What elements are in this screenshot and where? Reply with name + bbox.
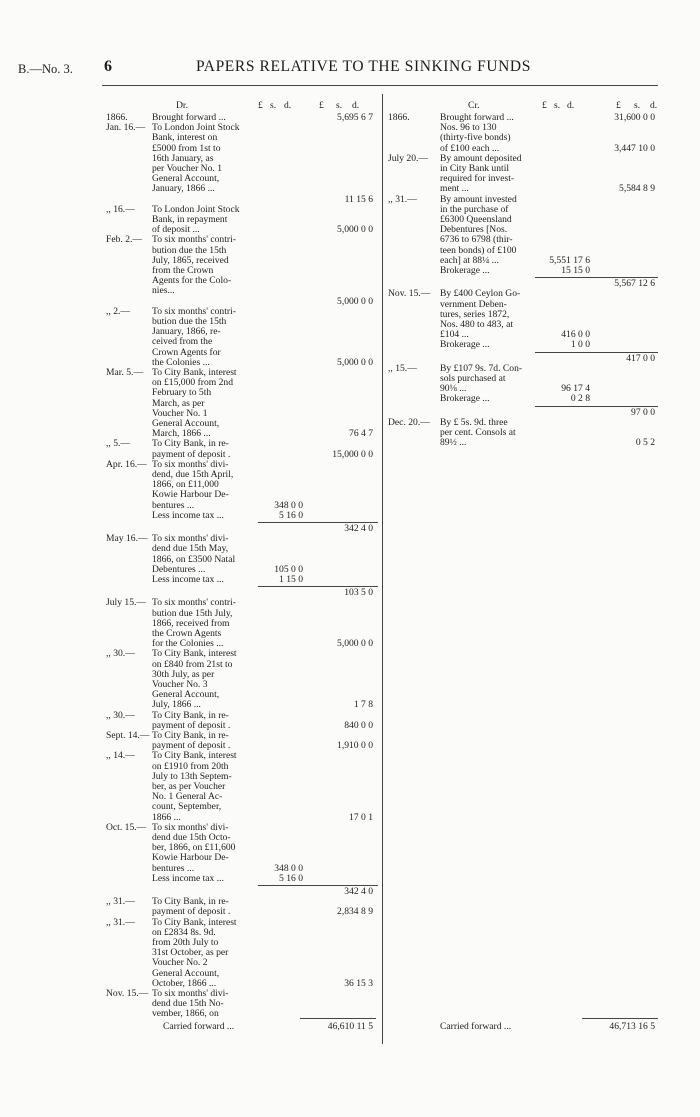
entry-description: in the purchase of [440, 203, 509, 215]
entry-description: January, 1866, re- [152, 326, 221, 338]
entry-description: To City Bank, interest [152, 916, 237, 928]
entry-description: October, 1866 ... [152, 977, 217, 989]
entry-date: ,, 5.— [106, 438, 130, 450]
amount: 103 5 0 [344, 587, 373, 599]
entry-description: Less income tax ... [152, 872, 224, 884]
entry-description: for the Colonies ... [152, 638, 224, 650]
entry-description: ber, as per Voucher [152, 781, 226, 792]
carried-forward-total: 46,610 11 5 [327, 1021, 373, 1032]
entry-description: By £400 Ceylon Go- [440, 288, 521, 300]
entry-date: ,, 14.— [106, 750, 135, 762]
entry-description: per cent. Consols at [440, 427, 516, 438]
entry-date: ,, 31.— [106, 916, 135, 928]
entry-description: the Crown Agents [152, 628, 222, 639]
amount: 5,000 0 0 [337, 295, 373, 307]
entry-description: nies... [152, 285, 175, 297]
entry-description: To six months' divi- [152, 821, 229, 833]
entry-description: the Colonies ... [152, 356, 210, 368]
entry-description: payment of deposit . [152, 448, 231, 460]
entry-description: Bank, interest on [152, 132, 218, 144]
entry-description: bentures ... [152, 862, 195, 874]
entry-description: To City Bank, in re- [152, 438, 229, 450]
entry-description: No. 1 General Ac- [152, 791, 223, 803]
entry-description: Brokerage ... [440, 393, 490, 405]
entry-date: Nov. 15.— [106, 988, 149, 999]
entry-description: bution due the 15th [152, 316, 227, 327]
column-unit-5: d. [650, 100, 658, 111]
entry-description: To six months' contri- [152, 234, 236, 246]
entry-description: from 20th July to [152, 937, 219, 948]
entry-description: payment of deposit . [152, 906, 231, 918]
column-unit-2: d. [567, 100, 575, 111]
subamount: 5 16 0 [279, 872, 303, 884]
column-unit-4: s. [336, 100, 343, 111]
entry-description: dend due 15th Octo- [152, 832, 231, 843]
entry-description: Debentures [Nos. [440, 224, 508, 236]
entry-description: By amount invested [440, 193, 517, 205]
carried-forward-total: 46,713 16 5 [609, 1021, 655, 1032]
debit-heading: Dr. [176, 100, 188, 111]
subamount: 416 0 0 [561, 329, 590, 341]
entry-description: Voucher No. 1 [152, 407, 208, 419]
entry-description: To City Bank, in re- [152, 730, 229, 741]
subamount: 0 2 8 [570, 393, 590, 405]
entry-description: £6300 Queensland [440, 214, 512, 225]
entry-description: To City Bank, in re- [152, 896, 229, 908]
amount: 840 0 0 [344, 719, 373, 731]
amount: 3,447 10 0 [614, 142, 655, 154]
entry-description: March, as per [152, 397, 205, 409]
entry-date: Mar. 5.— [106, 367, 144, 378]
subamount: 348 0 0 [274, 499, 303, 511]
entry-description: Debentures ... [152, 563, 206, 575]
entry-description: To six months' contri- [152, 305, 236, 317]
amount: 342 4 0 [344, 523, 373, 534]
entry-description: on £15,000 from 2nd [152, 377, 234, 389]
entry-description: To six months' divi- [152, 458, 229, 470]
subamount: 1 0 0 [570, 339, 590, 351]
entry-date: Apr. 16.— [106, 458, 147, 470]
entry-description: Nos. 96 to 130 [440, 122, 497, 134]
entry-description: each] at 88¼ ... [440, 254, 499, 266]
entry-description: By £107 9s. 7d. Con- [440, 362, 523, 374]
amount: 15,000 0 0 [332, 448, 373, 460]
entry-description: To City Bank, interest [152, 750, 237, 762]
entry-description: bentures ... [152, 499, 195, 511]
amount: 1,910 0 0 [337, 740, 373, 752]
entry-description: General Account, [152, 689, 220, 701]
amount: 5,584 8 9 [619, 183, 655, 195]
amount: 11 15 6 [344, 193, 373, 205]
entry-description: 31st October, as per [152, 947, 229, 959]
carried-forward-label: Carried forward ... [163, 1021, 235, 1032]
amount: 31,600 0 0 [614, 112, 655, 123]
entry-date: ,, 30.— [106, 648, 135, 660]
amount: 36 15 3 [344, 977, 373, 989]
entry-description: 89½ ... [440, 437, 467, 449]
entry-description: bution due the 15th [152, 244, 227, 256]
subamount: 1 15 0 [279, 574, 303, 585]
column-unit-1: s. [270, 100, 277, 111]
carried-forward-label: Carried forward ... [440, 1021, 512, 1032]
entry-description: £104 ... [440, 329, 469, 341]
entry-description: To City Bank, in re- [152, 709, 229, 721]
entry-date: ,, 30.— [106, 709, 135, 721]
entry-date: Feb. 2.— [106, 234, 142, 246]
entry-description: General Account, [152, 173, 220, 185]
entry-date: July 20.— [388, 152, 428, 164]
entry-description: on £2834 8s. 9d. [152, 926, 216, 938]
entry-description: 1866, on £3500 Natal [152, 553, 236, 565]
column-unit-0: £ [258, 100, 263, 111]
entry-description: Bank, in repayment [152, 214, 228, 225]
entry-description: ceived from the [152, 336, 213, 348]
entry-description: February to 5th [152, 387, 212, 399]
entry-description: teen bonds) of £100 [440, 244, 517, 256]
entry-description: To London Joint Stock [152, 122, 240, 134]
subamount: 105 0 0 [274, 563, 303, 575]
entry-description: payment of deposit . [152, 719, 231, 731]
entry-description: sols purchased at [440, 373, 506, 384]
entry-description: Brought forward ... [440, 112, 514, 123]
subamount: 15 15 0 [561, 265, 590, 276]
entry-description: 1866, on £11,000 [152, 479, 219, 491]
entry-description: 30th July, as per [152, 668, 215, 680]
entry-date: ,, 31.— [388, 193, 417, 205]
entry-description: (thirty-five bonds) [440, 132, 511, 144]
entry-description: Agents for the Colo- [152, 275, 232, 287]
amount: 5,000 0 0 [337, 356, 373, 368]
entry-description: required for invest- [440, 173, 515, 185]
entry-description: 6736 to 6798 (thir- [440, 234, 513, 246]
header-rule [102, 85, 658, 86]
entry-description: count, September, [152, 801, 222, 813]
total-rule [582, 1018, 658, 1019]
entry-description: To six months' divi- [152, 533, 229, 545]
page-title: PAPERS RELATIVE TO THE SINKING FUNDS [196, 58, 531, 75]
entry-description: March, 1866 ... [152, 428, 211, 440]
amount: 17 0 1 [349, 811, 373, 823]
entry-description: Nos. 480 to 483, at [440, 319, 514, 330]
column-unit-3: £ [319, 100, 324, 111]
entry-description: Voucher No. 2 [152, 957, 208, 969]
entry-description: Brought forward ... [152, 112, 226, 123]
amount: 5,000 0 0 [337, 638, 373, 650]
entry-description: To London Joint Stock [152, 203, 240, 215]
entry-description: on £1910 from 20th [152, 760, 229, 772]
entry-date: Sept. 14.— [106, 730, 150, 741]
entry-description: of £100 each ... [440, 142, 500, 154]
entry-description: Kowie Harbour De- [152, 489, 229, 501]
entry-description: vernment Deben- [440, 298, 507, 310]
amount: 0 5 2 [635, 437, 655, 449]
entry-description: dend, due 15th April, [152, 469, 234, 480]
amount: 5,000 0 0 [337, 224, 373, 236]
column-unit-0: £ [542, 100, 547, 111]
entry-description: General Account, [152, 418, 220, 429]
entry-description: dend due 15th No- [152, 998, 224, 1010]
entry-date: Oct. 15.— [106, 821, 147, 833]
total-rule [300, 1018, 376, 1019]
column-unit-4: s. [634, 100, 641, 111]
entry-description: in City Bank until [440, 163, 510, 174]
entry-description: Less income tax ... [152, 574, 224, 585]
entry-description: By £ 5s. 9d. three [440, 416, 508, 428]
entry-description: 1866 ... [152, 811, 181, 823]
entry-date: May 16.— [106, 533, 148, 545]
entry-date: Jan. 16.— [106, 122, 146, 134]
entry-description: 1866, received from [152, 617, 230, 629]
entry-description: from the Crown [152, 265, 214, 276]
entry-description: Kowie Harbour De- [152, 852, 229, 864]
entry-description: ber, 1866, on £11,600 [152, 842, 236, 854]
entry-description: £5000 from 1st to [152, 142, 221, 154]
entry-description: Brokerage ... [440, 265, 490, 276]
page-number: 6 [104, 58, 112, 75]
entry-description: 16th January, as [152, 152, 214, 164]
entry-description: tures, series 1872, [440, 308, 510, 320]
entry-description: of deposit ... [152, 224, 200, 236]
entry-description: July, 1865, received [152, 254, 229, 266]
entry-description: By amount deposited [440, 152, 522, 164]
subamount: 5,551 17 6 [549, 254, 590, 266]
entry-date: Dec. 20.— [388, 416, 430, 428]
credit-heading: Cr. [468, 100, 480, 111]
amount: 5,567 12 6 [614, 278, 655, 290]
entry-description: July to 13th Septem- [152, 770, 232, 782]
entry-description: dend due 15th May, [152, 543, 229, 555]
amount: 417 0 0 [626, 352, 655, 364]
column-unit-2: d. [284, 100, 292, 111]
entry-date: 1866. [388, 112, 410, 123]
entry-description: Crown Agents for [152, 346, 221, 358]
entry-description: July, 1866 ... [152, 699, 201, 711]
entry-date: Nov. 15.— [388, 288, 431, 300]
amount: 2,834 8 9 [337, 906, 373, 918]
column-unit-5: d. [352, 100, 360, 111]
entry-description: 90⅛ ... [440, 383, 467, 395]
entry-description: Brokerage ... [440, 339, 490, 351]
entry-date: ,, 31.— [106, 896, 135, 908]
entry-description: To six months' divi- [152, 988, 229, 999]
entry-description: General Account, [152, 967, 220, 979]
subamount: 5 16 0 [279, 509, 303, 521]
entry-description: To six months' contri- [152, 597, 236, 609]
entry-description: Voucher No. 3 [152, 679, 208, 690]
entry-date: ,, 16.— [106, 203, 135, 215]
amount: 76 4 7 [349, 428, 373, 440]
entry-description: vember, 1866, on [152, 1008, 219, 1020]
column-unit-3: £ [616, 100, 621, 111]
header-code: B.—No. 3. [18, 62, 73, 76]
entry-date: 1866. [106, 112, 128, 123]
subamount: 348 0 0 [274, 862, 303, 874]
entry-date: ,, 2.— [106, 305, 130, 317]
entry-description: To City Bank, interest [152, 648, 237, 660]
entry-description: ment ... [440, 183, 469, 195]
column-unit-1: s. [554, 100, 561, 111]
entry-description: To City Bank, interest [152, 367, 237, 378]
entry-description: per Voucher No. 1 [152, 163, 222, 174]
entry-description: on £840 from 21st to [152, 658, 233, 670]
column-divider [382, 94, 383, 1044]
entry-description: payment of deposit . [152, 740, 231, 752]
entry-description: Less income tax ... [152, 509, 224, 521]
entry-date: ,, 15.— [388, 362, 417, 374]
amount: 5,695 6 7 [337, 112, 373, 123]
entry-date: July 15.— [106, 597, 146, 609]
subamount: 96 17 4 [561, 383, 590, 395]
amount: 342 4 0 [344, 886, 373, 897]
amount: 97 0 0 [631, 406, 655, 418]
entry-description: bution due 15th July, [152, 607, 233, 619]
entry-description: January, 1866 ... [152, 183, 215, 195]
amount: 1 7 8 [353, 699, 373, 711]
